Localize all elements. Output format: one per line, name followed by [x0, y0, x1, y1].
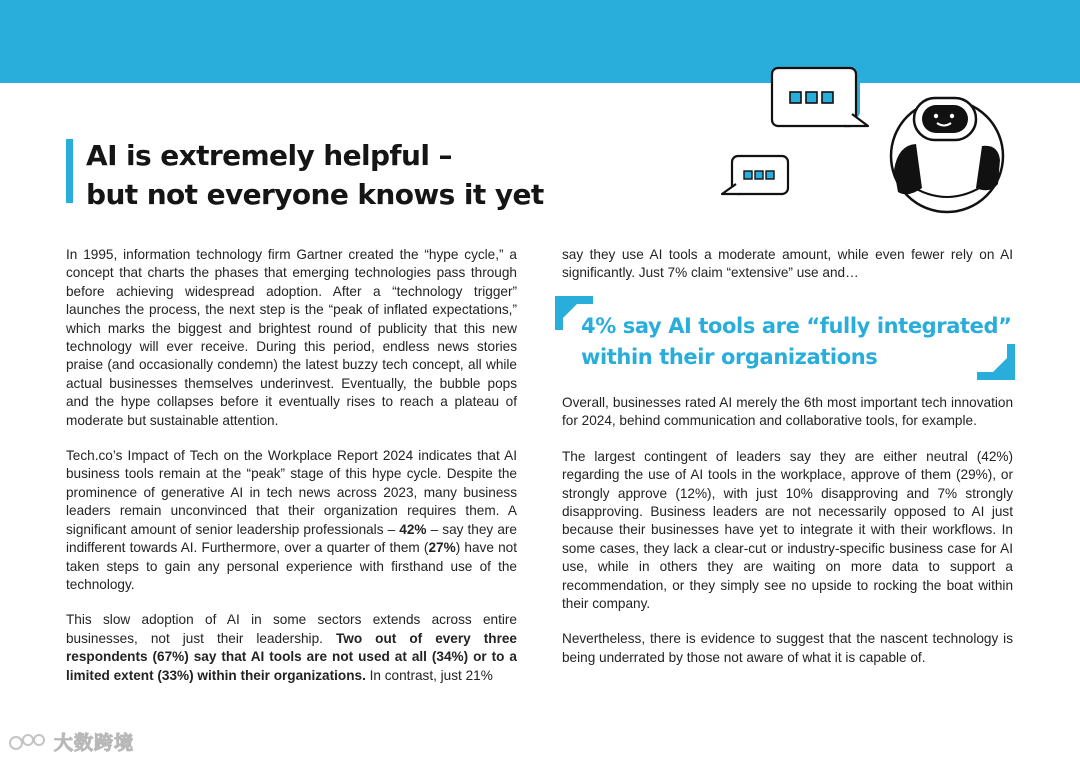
paragraph: In 1995, information technology firm Gartner created the “hype cycle,” a concept that charts the phases that emerging technologies pass through before achieving widespread adoption. After a “technology trigger” launches the process, the next step is the “peak of inflated expectations,” which marks the biggest and brightest round of publicity that this new technology will ever receive. During this period, endless news stories praise (and occasionally condemn) the latest buzzy tech concept, all while actual businesses themselves underinvest. Eventually, the bubble pops and the hype collapses before it eventually rises to reach a plateau of moderate but sustainable attention.	[66, 247, 517, 428]
paragraph: Tech.co’s Impact of Tech on the Workplace Report 2024 indicates that AI business tools remain at the “peak” stage of this hype cycle. Despite the prominence of generative AI in tech news across 2023, many business leaders remain unconvinced that their organization requires them. A significant amount of senior leadership professionals – 42% – say they are indifferent towards AI. Furthermore, over a quarter of them (27%) have not taken steps to gain any personal experience with firsthand use of the technology.	[66, 448, 517, 592]
watermark-text: 大数跨境	[54, 732, 135, 754]
watermark-logo-icon	[8, 730, 48, 754]
highlight-stat: 27%	[428, 540, 456, 556]
title-accent-bar	[66, 139, 73, 203]
robot-icon	[891, 98, 1003, 212]
robot-chat-illustration	[718, 60, 1018, 225]
watermark	[8, 728, 134, 755]
paragraph: Nevertheless, there is evidence to suggest that the nascent technology is being underrated by those not aware of what it is capable of.	[562, 631, 1013, 665]
right-column-top	[562, 246, 1013, 300]
left-column	[66, 246, 517, 702]
title-line-2: but not everyone knows it yet	[86, 178, 544, 211]
pull-quote-line-2: within their organizations	[581, 345, 878, 369]
chat-bubble-icon	[772, 60, 868, 126]
right-column	[562, 394, 1013, 684]
highlight-sentence: Two out of every three respondents (67%) say that AI tools are not used at all (34%) or to a limited extent (33%) within their organizations.	[66, 630, 517, 683]
paragraph: say they use AI tools a moderate amount, while even fewer rely on AI significantly. Just 7% claim “extensive” use and…	[562, 247, 1013, 281]
paragraph: The largest contingent of leaders say they are either neutral (42%) regarding the use of AI tools in the workplace, approve of them (29%), or strongly approve (12%), with just 10% disapproving and 7% strongly disapproving. Business leaders are not necessarily opposed to AI just because their businesses have yet to integrate it with their workflows. In some cases, they lack a clear-cut or industry-specific business case for AI use, while in others they are waiting on more data to support a recommendation, or they simply see no upside to rocking the boat within their company.	[562, 448, 1013, 612]
page-title	[86, 136, 546, 214]
pull-quote-line-1: 4% say AI tools are “fully integrated”	[581, 314, 1012, 338]
chat-bubble-icon	[722, 156, 788, 194]
highlight-stat: 42%	[399, 521, 427, 537]
title-line-1: AI is extremely helpful –	[86, 139, 452, 172]
paragraph: Overall, businesses rated AI merely the 6th most important tech innovation for 2024, behind communication and collaborative tools, for example.	[562, 395, 1013, 429]
pull-quote-text	[581, 311, 1011, 373]
quote-corner-bottom-right	[977, 344, 1015, 380]
paragraph: This slow adoption of AI in some sectors extends across entire businesses, not just their leadership. Two out of every three respondents (67%) say that AI tools are not used at all (34%) or to a limited extent (33%) within their organizations. In contrast, just 21%	[66, 612, 517, 683]
pull-quote	[555, 296, 1015, 380]
